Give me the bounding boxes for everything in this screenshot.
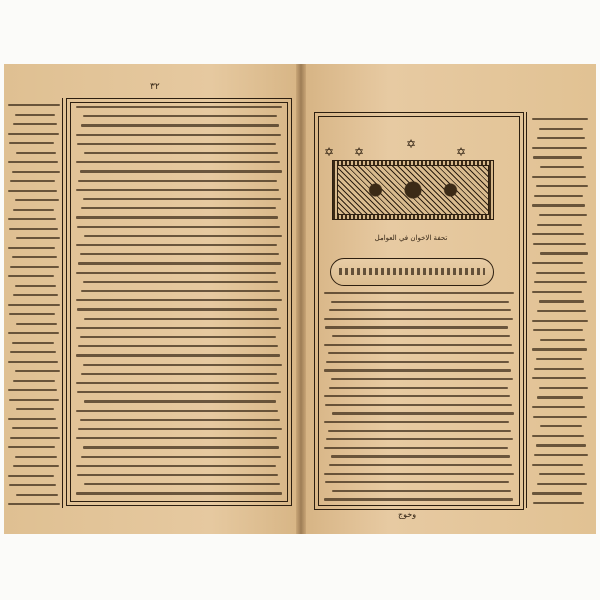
margin-text-line bbox=[8, 190, 57, 192]
main-text-line bbox=[324, 344, 512, 346]
margin-text-line bbox=[16, 237, 60, 239]
main-text-line bbox=[76, 189, 279, 191]
main-text-line bbox=[77, 226, 280, 228]
margin-text-line bbox=[12, 256, 57, 258]
margin-text-line bbox=[15, 456, 57, 458]
margin-text-line bbox=[13, 380, 55, 382]
margin-text-line bbox=[8, 275, 54, 277]
margin-text-line bbox=[532, 262, 583, 264]
margin-text-line bbox=[532, 204, 585, 206]
main-text-line bbox=[328, 430, 511, 432]
margin-text-line bbox=[15, 199, 59, 201]
margin-text-line bbox=[13, 209, 54, 211]
main-text-line bbox=[332, 335, 510, 337]
basmala-cartouche-icon bbox=[330, 258, 494, 286]
main-text-line bbox=[324, 369, 511, 371]
margin-text-line bbox=[13, 123, 57, 125]
left-page-number: ٣٢ bbox=[150, 82, 160, 92]
margin-text-line bbox=[8, 503, 60, 505]
margin-text-line bbox=[15, 114, 55, 116]
margin-text-line bbox=[8, 361, 58, 363]
margin-text-line bbox=[539, 300, 584, 302]
margin-text-line bbox=[13, 465, 59, 467]
margin-text-line bbox=[8, 161, 58, 163]
main-text-line bbox=[331, 378, 513, 380]
main-text-line bbox=[77, 474, 278, 476]
book-gutter bbox=[296, 64, 306, 534]
star-ornament-left-icon: ✡ bbox=[354, 145, 365, 159]
margin-text-line bbox=[540, 339, 585, 341]
margin-text-line bbox=[16, 494, 58, 496]
main-text-line bbox=[324, 498, 513, 500]
main-text-line bbox=[77, 308, 277, 310]
main-text-line bbox=[83, 198, 281, 200]
main-text-line bbox=[325, 404, 512, 406]
margin-text-line bbox=[537, 224, 582, 226]
main-text-line bbox=[324, 318, 513, 320]
margin-text-line bbox=[12, 171, 60, 173]
margin-text-line bbox=[532, 435, 584, 437]
main-text-line bbox=[81, 456, 281, 458]
main-text-line bbox=[83, 446, 279, 448]
margin-text-line bbox=[537, 483, 587, 485]
margin-text-line bbox=[9, 484, 56, 486]
margin-text-line bbox=[12, 342, 54, 344]
headpiece-subtitle: تحفة الاخوان في العوامل bbox=[374, 234, 448, 242]
margin-text-line bbox=[539, 128, 583, 130]
main-text-line bbox=[324, 473, 514, 475]
margin-text-line bbox=[539, 387, 588, 389]
main-text-line bbox=[331, 301, 509, 303]
margin-text-line bbox=[532, 291, 582, 293]
margin-text-line bbox=[8, 304, 60, 306]
headpiece-inner-pattern bbox=[337, 165, 489, 215]
main-text-line bbox=[84, 400, 276, 402]
main-text-line bbox=[331, 455, 510, 457]
main-text-line bbox=[329, 387, 508, 389]
margin-text-line bbox=[10, 266, 59, 268]
main-text-line bbox=[329, 464, 512, 466]
main-text-line bbox=[324, 421, 509, 423]
margin-text-line bbox=[8, 332, 59, 334]
margin-text-line bbox=[8, 218, 56, 220]
margin-text-line bbox=[9, 313, 55, 315]
main-text-line bbox=[326, 361, 509, 363]
margin-text-line bbox=[8, 247, 55, 249]
main-text-line bbox=[81, 373, 277, 375]
margin-text-line bbox=[536, 444, 586, 446]
main-text-line bbox=[332, 412, 514, 414]
margin-text-line bbox=[9, 228, 58, 230]
arabesque-headpiece-icon bbox=[332, 160, 494, 220]
main-text-line bbox=[83, 364, 282, 366]
main-text-line bbox=[80, 419, 280, 421]
main-text-line bbox=[76, 382, 279, 384]
main-text-line bbox=[81, 124, 279, 126]
margin-text-line bbox=[532, 320, 588, 322]
margin-text-line bbox=[532, 348, 587, 350]
margin-text-line bbox=[13, 294, 58, 296]
main-text-line bbox=[76, 216, 278, 218]
main-text-line bbox=[78, 262, 281, 264]
margin-text-line bbox=[8, 446, 55, 448]
margin-text-line bbox=[8, 389, 57, 391]
basmala-script bbox=[339, 268, 485, 275]
margin-text-line bbox=[16, 152, 56, 154]
margin-text-line bbox=[536, 358, 582, 360]
margin-text-line bbox=[534, 454, 588, 456]
margin-text-line bbox=[12, 427, 58, 429]
margin-text-line bbox=[532, 176, 586, 178]
main-text-line bbox=[81, 290, 280, 292]
main-text-line bbox=[78, 180, 277, 182]
margin-text-line bbox=[539, 214, 587, 216]
margin-text-line bbox=[10, 180, 55, 182]
main-text-line bbox=[76, 492, 282, 494]
margin-text-line bbox=[533, 156, 582, 158]
main-text-line bbox=[76, 272, 276, 274]
margin-text-line bbox=[536, 272, 585, 274]
star-ornament-top-left-icon: ✡ bbox=[324, 145, 335, 159]
main-text-line bbox=[76, 244, 277, 246]
margin-text-line bbox=[532, 464, 583, 466]
star-ornament-center-icon: ✡ bbox=[406, 137, 417, 151]
main-text-line bbox=[84, 318, 279, 320]
margin-text-line bbox=[532, 492, 582, 494]
margin-text-line bbox=[532, 147, 587, 149]
main-text-line bbox=[76, 410, 278, 412]
margin-text-line bbox=[532, 406, 585, 408]
main-text-line bbox=[76, 134, 281, 136]
margin-text-line bbox=[8, 418, 56, 420]
main-text-line bbox=[80, 336, 276, 338]
main-text-line bbox=[76, 327, 281, 329]
margin-text-line bbox=[537, 310, 586, 312]
main-text-line bbox=[80, 170, 282, 172]
left-margin-divider bbox=[62, 98, 63, 508]
margin-text-line bbox=[8, 133, 59, 135]
right-page-catchword: وخوج bbox=[398, 510, 417, 519]
margin-text-line bbox=[15, 285, 56, 287]
star-ornament-right-icon: ✡ bbox=[456, 145, 467, 159]
main-text-line bbox=[84, 235, 282, 237]
main-text-line bbox=[77, 143, 276, 145]
margin-text-line bbox=[534, 195, 583, 197]
right-margin-divider bbox=[526, 112, 527, 508]
main-text-line bbox=[324, 447, 508, 449]
margin-text-line bbox=[16, 408, 54, 410]
margin-text-line bbox=[532, 118, 588, 120]
main-text-line bbox=[76, 354, 280, 356]
margin-text-line bbox=[9, 399, 59, 401]
main-text-line bbox=[324, 292, 514, 294]
margin-text-line bbox=[8, 475, 54, 477]
main-text-line bbox=[76, 465, 276, 467]
main-text-line bbox=[78, 428, 282, 430]
margin-text-line bbox=[533, 416, 587, 418]
margin-text-line bbox=[537, 396, 583, 398]
main-text-line bbox=[84, 152, 278, 154]
margin-text-line bbox=[533, 243, 586, 245]
margin-text-line bbox=[16, 323, 57, 325]
margin-text-line bbox=[540, 166, 584, 168]
main-text-line bbox=[83, 281, 278, 283]
margin-text-line bbox=[534, 368, 584, 370]
main-text-line bbox=[325, 326, 508, 328]
margin-text-line bbox=[9, 142, 54, 144]
margin-text-line bbox=[533, 502, 584, 504]
main-text-line bbox=[332, 490, 511, 492]
main-text-line bbox=[76, 106, 282, 108]
margin-text-line bbox=[8, 104, 60, 106]
margin-text-line bbox=[10, 437, 60, 439]
margin-text-line bbox=[540, 252, 588, 254]
margin-text-line bbox=[15, 370, 60, 372]
margin-text-line bbox=[10, 351, 56, 353]
